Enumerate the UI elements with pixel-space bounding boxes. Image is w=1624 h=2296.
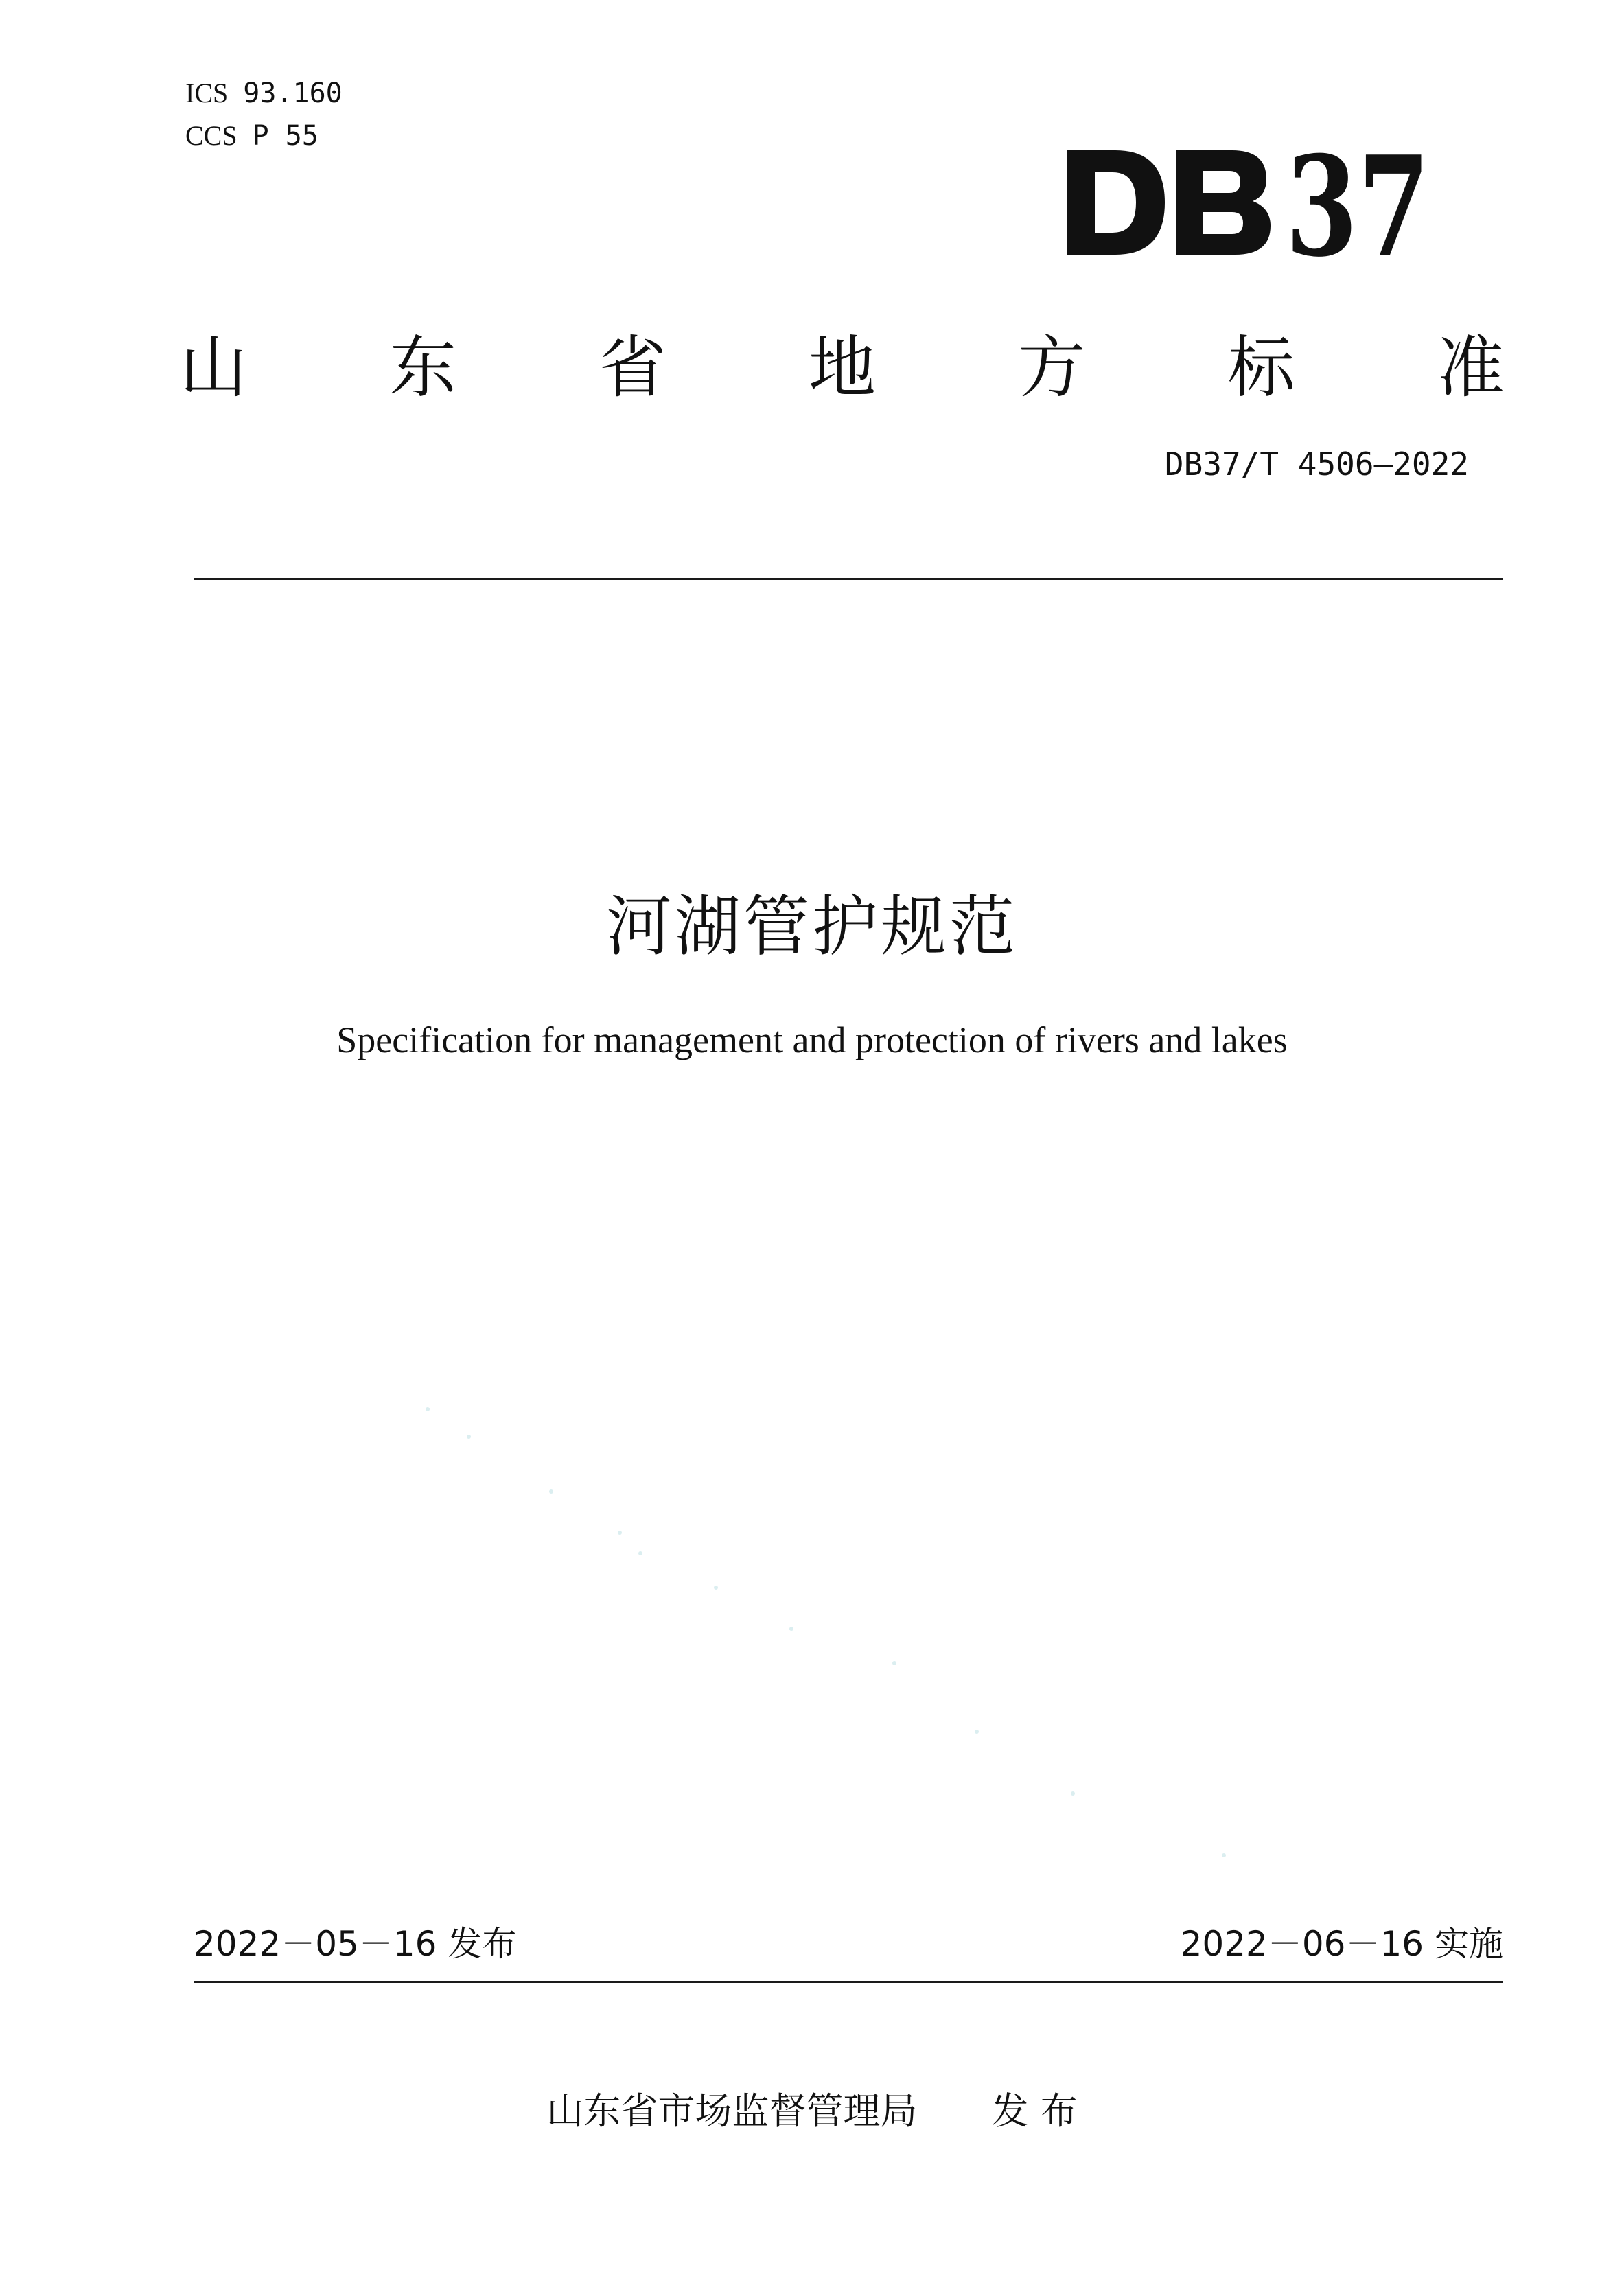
document-title-cn: 河湖管护规范	[606, 888, 1018, 965]
ics-label: ICS	[185, 78, 229, 108]
ccs-code	[185, 119, 318, 152]
top-divider	[194, 578, 1503, 580]
svg-text:37: 37	[1286, 126, 1430, 288]
document-title-en: Specification for management and protection of rivers and lakes	[336, 1019, 1288, 1060]
category-char: 地	[808, 328, 876, 407]
publisher: 山东省市场监督管理局 发 布	[546, 2089, 1078, 2133]
ics-code	[185, 77, 343, 110]
ccs-value: P 55	[252, 120, 318, 152]
ics-value: 93.160	[243, 78, 343, 109]
db37-logo	[1067, 126, 1438, 288]
category-char: 山	[180, 328, 248, 407]
bottom-divider	[194, 1981, 1503, 1983]
category-char: 方	[1018, 328, 1086, 407]
category-char: 标	[1227, 328, 1295, 407]
category-char: 东	[389, 328, 457, 407]
implementation-date: 2022－06－16 实施	[1180, 1924, 1503, 1964]
category-char: 省	[599, 328, 666, 407]
ccs-label: CCS	[185, 120, 237, 151]
standard-number: DB37/T 4506—2022	[1164, 445, 1469, 483]
standard-category-title	[180, 317, 1505, 406]
category-char: 准	[1437, 328, 1505, 407]
issue-date: 2022－05－16 发布	[194, 1924, 517, 1964]
